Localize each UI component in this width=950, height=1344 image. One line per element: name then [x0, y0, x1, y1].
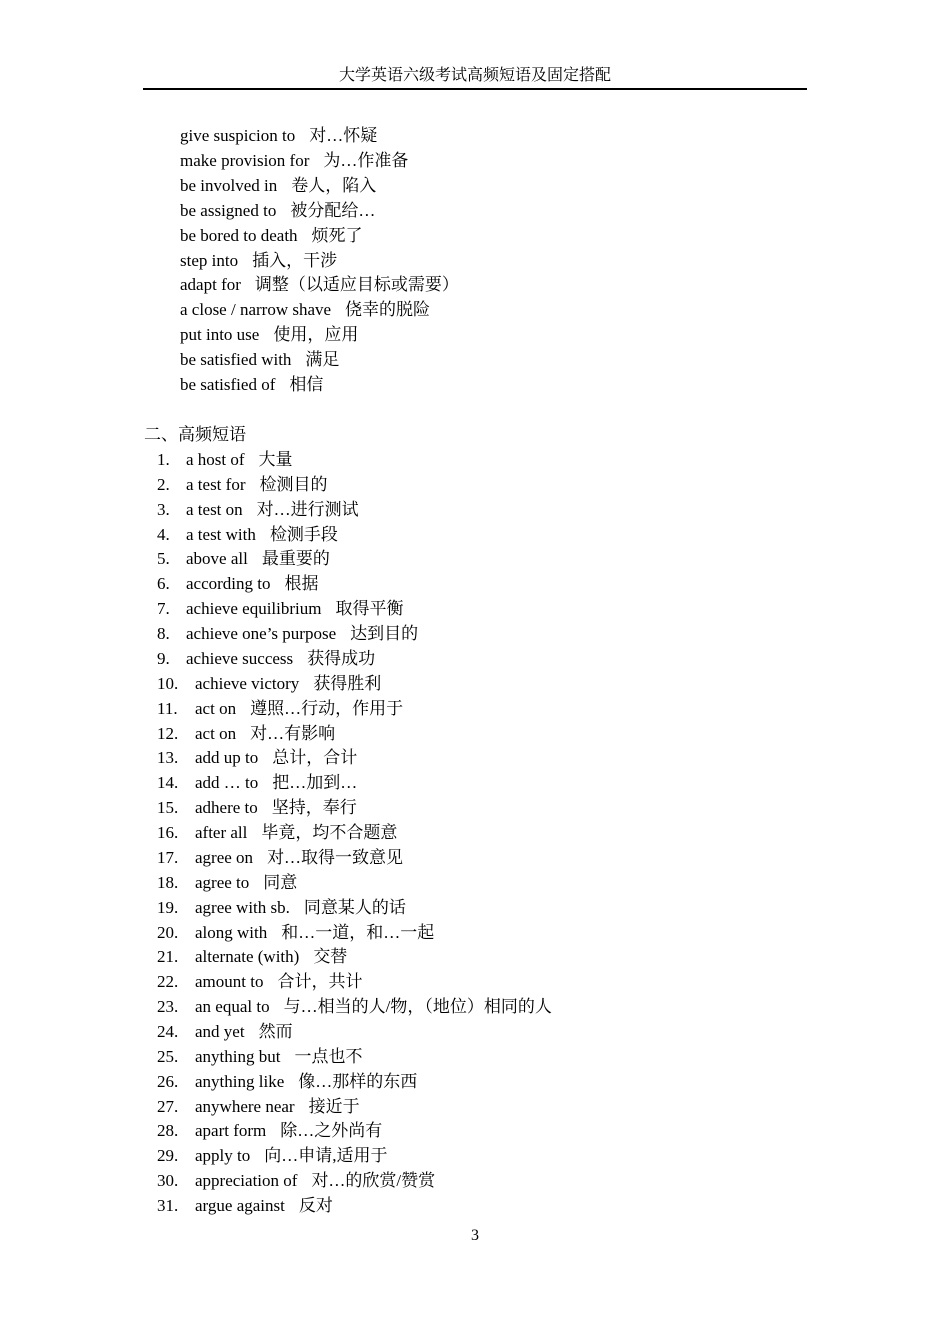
- entry-chinese: 相信: [289, 375, 324, 394]
- phrase-row: [157, 672, 381, 696]
- entry-chinese: 插入，干涉: [252, 250, 338, 270]
- phrase-row: [157, 796, 357, 820]
- phrase-row: [157, 896, 406, 920]
- phrase-row: [157, 722, 335, 746]
- phrase-chinese: 与…相当的人/物，（地位）相同的人: [283, 997, 552, 1017]
- phrase-number: 29.: [157, 1146, 179, 1166]
- phrase-row: [157, 1045, 362, 1069]
- entry-english: step into: [180, 250, 239, 270]
- phrase-english: anywhere near: [195, 1096, 295, 1116]
- phrase-row: [157, 746, 357, 770]
- phrase-chinese: 检测手段: [269, 524, 338, 544]
- entry-row: [180, 348, 339, 372]
- phrase-chinese: 反对: [298, 1196, 333, 1216]
- phrase-row: [157, 647, 375, 671]
- phrase-number: 26.: [157, 1071, 179, 1091]
- phrase-number: 14.: [157, 773, 179, 793]
- phrase-number: 23.: [157, 997, 179, 1017]
- entry-chinese: 满足: [305, 350, 340, 370]
- phrase-row: [157, 871, 297, 895]
- phrase-chinese: 大量: [258, 450, 293, 469]
- entry-chinese: 为…作准备: [323, 150, 409, 170]
- phrase-number: 19.: [157, 897, 179, 917]
- phrase-number: 27.: [157, 1096, 179, 1116]
- entry-row: [180, 273, 459, 297]
- phrase-chinese: 向…申请,适用于: [264, 1146, 388, 1166]
- phrase-row: [157, 1169, 435, 1193]
- entry-row: [180, 323, 358, 347]
- phrase-number: 31.: [157, 1196, 179, 1216]
- page-number: 3: [471, 1227, 479, 1244]
- entry-chinese: 被分配给…: [290, 200, 376, 220]
- phrase-chinese: 对…进行测试: [256, 499, 359, 519]
- phrase-chinese: 遵照…行动，作用于: [250, 698, 404, 718]
- phrase-chinese: 达到目的: [350, 624, 419, 644]
- entry-chinese: 调整（以适应目标或需要）: [254, 275, 459, 295]
- phrase-number: 10.: [157, 673, 179, 693]
- phrase-chinese: 把…加到…: [272, 773, 358, 793]
- phrase-number: 3.: [157, 499, 170, 519]
- page-header-title: 大学英语六级考试高频短语及固定搭配: [338, 67, 611, 84]
- phrase-chinese: 除…之外尚有: [280, 1121, 383, 1141]
- phrase-chinese: 同意某人的话: [303, 897, 406, 917]
- phrase-english: achieve victory: [195, 673, 300, 693]
- phrase-row: [157, 498, 359, 522]
- phrase-chinese: 获得成功: [307, 648, 376, 668]
- phrase-english: act on: [195, 698, 237, 718]
- phrase-row: [157, 697, 403, 721]
- phrase-row: [157, 970, 362, 994]
- entry-english: be satisfied with: [180, 350, 292, 370]
- header-rule: [143, 88, 807, 90]
- phrase-number: 8.: [157, 624, 170, 644]
- phrase-row: [157, 597, 403, 621]
- phrase-number: 9.: [157, 648, 170, 668]
- phrase-row: [157, 547, 330, 571]
- phrase-chinese: 最重要的: [261, 549, 330, 569]
- phrase-row: [157, 846, 403, 870]
- phrase-chinese: 然而: [258, 1022, 293, 1041]
- entry-row: [180, 174, 376, 198]
- phrase-chinese: 像…那样的东西: [298, 1071, 418, 1091]
- phrase-chinese: 同意: [263, 872, 298, 892]
- entry-chinese: 卷人，陷入: [291, 175, 377, 195]
- entry-row: [180, 373, 323, 397]
- phrase-english: agree with sb.: [195, 897, 290, 917]
- phrase-chinese: 和…一道，和…一起: [281, 922, 435, 942]
- phrase-english: above all: [186, 549, 248, 569]
- entry-chinese: 烦死了: [311, 225, 363, 245]
- phrase-chinese: 坚持，奉行: [271, 798, 357, 818]
- phrase-number: 2.: [157, 474, 170, 494]
- phrase-english: and yet: [195, 1022, 245, 1041]
- phrase-english: after all: [195, 823, 248, 843]
- phrase-english: apply to: [195, 1146, 251, 1166]
- phrase-number: 22.: [157, 972, 179, 992]
- phrase-row: [157, 921, 434, 945]
- phrase-chinese: 总计，合计: [272, 748, 358, 768]
- phrase-row: [157, 622, 418, 646]
- phrase-row: [157, 448, 293, 472]
- phrase-row: [157, 572, 319, 596]
- phrase-english: alternate (with): [195, 947, 300, 967]
- entry-row: [180, 298, 430, 322]
- phrase-english: a test with: [186, 524, 256, 544]
- phrase-number: 28.: [157, 1121, 179, 1141]
- phrase-chinese: 检测目的: [259, 474, 328, 494]
- phrase-number: 5.: [157, 549, 170, 569]
- phrase-number: 20.: [157, 922, 179, 942]
- phrase-number: 12.: [157, 723, 179, 743]
- phrase-number: 13.: [157, 748, 179, 768]
- phrase-chinese: 取得平衡: [335, 599, 404, 619]
- phrase-number: 11.: [157, 698, 178, 718]
- phrase-row: [157, 1119, 382, 1143]
- phrase-row: [157, 1144, 388, 1168]
- phrase-chinese: 根据: [284, 574, 319, 594]
- entry-row: [180, 249, 337, 273]
- entry-english: be bored to death: [180, 225, 298, 245]
- phrase-row: [157, 945, 347, 969]
- entry-english: adapt for: [180, 275, 241, 295]
- phrase-row: [157, 523, 338, 547]
- entry-chinese: 侥幸的脱险: [345, 300, 431, 320]
- phrase-row: [157, 1194, 333, 1218]
- entry-english: put into use: [180, 325, 260, 345]
- phrase-number: 24.: [157, 1022, 179, 1041]
- phrase-english: a host of: [186, 450, 245, 469]
- phrase-number: 30.: [157, 1171, 179, 1191]
- phrase-chinese: 对…取得一致意见: [267, 847, 404, 867]
- phrase-english: along with: [195, 922, 268, 942]
- phrase-english: achieve one’s purpose: [186, 624, 337, 644]
- entry-row: [180, 149, 408, 173]
- phrase-english: an equal to: [195, 997, 270, 1017]
- phrase-english: achieve equilibrium: [186, 599, 322, 619]
- phrase-number: 6.: [157, 574, 170, 594]
- phrase-chinese: 接近于: [308, 1096, 360, 1116]
- phrase-row: [157, 1095, 360, 1119]
- phrase-row: [157, 1070, 417, 1094]
- phrase-chinese: 毕竟，均不合题意: [261, 823, 398, 843]
- phrase-number: 15.: [157, 798, 179, 818]
- phrase-english: adhere to: [195, 798, 258, 818]
- phrase-english: according to: [186, 574, 271, 594]
- phrase-row: [157, 771, 357, 795]
- phrase-row: [157, 473, 327, 497]
- phrase-row: [157, 995, 552, 1019]
- entry-english: be satisfied of: [180, 375, 276, 394]
- phrase-row: [157, 821, 397, 845]
- phrase-number: 4.: [157, 524, 170, 544]
- phrase-number: 17.: [157, 847, 179, 867]
- section-title: 二、高频短语: [144, 425, 246, 444]
- phrase-english: appreciation of: [195, 1171, 298, 1191]
- entry-english: be assigned to: [180, 200, 277, 220]
- phrase-english: act on: [195, 723, 237, 743]
- phrase-number: 1.: [157, 450, 170, 469]
- entry-chinese: 对…怀疑: [309, 126, 378, 145]
- phrase-english: agree on: [195, 847, 254, 867]
- entry-english: make provision for: [180, 150, 310, 170]
- phrase-row: [157, 1020, 293, 1044]
- entry-row: [180, 124, 377, 148]
- phrase-english: agree to: [195, 872, 250, 892]
- phrase-english: anything but: [195, 1046, 281, 1066]
- phrase-english: argue against: [195, 1196, 285, 1216]
- entry-english: give suspicion to: [180, 126, 296, 145]
- entry-english: a close / narrow shave: [180, 300, 332, 320]
- phrase-number: 7.: [157, 599, 170, 619]
- phrase-number: 25.: [157, 1046, 179, 1066]
- entry-row: [180, 199, 375, 223]
- phrase-english: a test for: [186, 474, 246, 494]
- phrase-chinese: 获得胜利: [313, 673, 382, 693]
- entry-english: be involved in: [180, 175, 278, 195]
- phrase-english: anything like: [195, 1071, 285, 1091]
- phrase-english: apart form: [195, 1121, 267, 1141]
- entry-chinese: 使用，应用: [273, 325, 359, 345]
- phrase-number: 18.: [157, 872, 179, 892]
- phrase-english: add … to: [195, 773, 259, 793]
- phrase-english: add up to: [195, 748, 259, 768]
- phrase-number: 16.: [157, 823, 179, 843]
- phrase-english: amount to: [195, 972, 264, 992]
- phrase-number: 21.: [157, 947, 179, 967]
- phrase-english: a test on: [186, 499, 243, 519]
- entry-row: [180, 224, 363, 248]
- phrase-chinese: 一点也不: [294, 1046, 363, 1066]
- phrase-english: achieve success: [186, 648, 294, 668]
- phrase-chinese: 对…有影响: [250, 723, 336, 743]
- phrase-chinese: 交替: [313, 947, 348, 967]
- phrase-chinese: 合计，共计: [277, 972, 363, 992]
- phrase-chinese: 对…的欣赏/赞赏: [311, 1171, 436, 1191]
